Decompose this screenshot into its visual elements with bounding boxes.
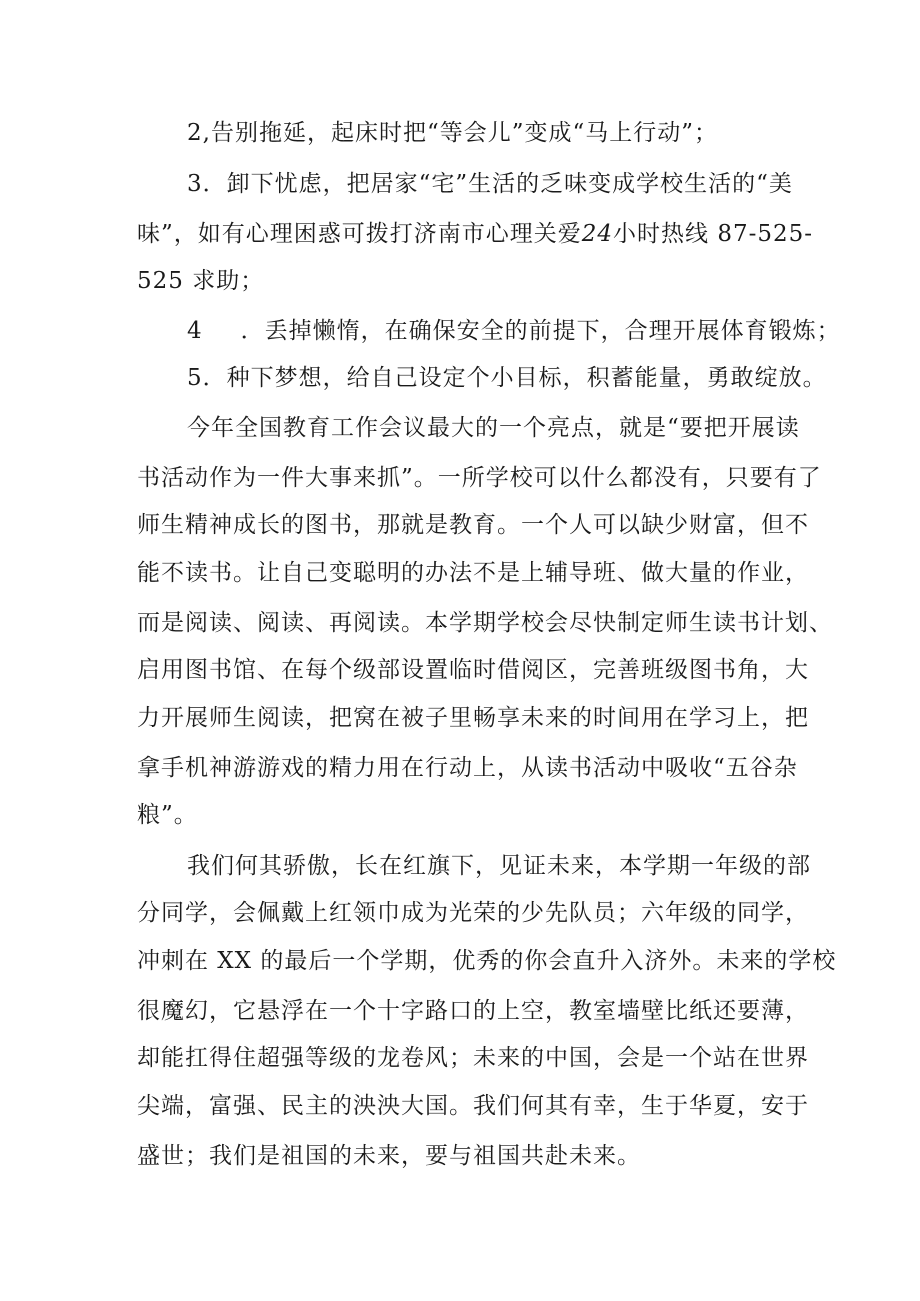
paragraph-reading-line: 拿手机神游游戏的精力用在行动上，从读书活动中吸收“五谷杂 [137,755,798,781]
paragraph-reading-line: 书活动作为一件大事来抓”。一所学校可以什么都没有，只要有了 [137,465,822,491]
paragraph-reading-line: 能不读书。让自己变聪明的办法不是上辅导班、做大量的作业， [137,560,809,586]
paragraph-future-line: 尖端，富强、民主的泱泱大国。我们何其有幸，生于华夏，安于 [137,1093,809,1119]
paragraph-future-line: 却能扛得住超强等级的龙卷风；未来的中国，会是一个站在世界 [137,1045,809,1071]
list-item-4 [187,316,841,346]
list-item-3-hours: 24 [581,221,614,247]
paragraph-future-line: 我们何其骄傲，长在红旗下，见证未来，本学期一年级的部 [187,853,811,879]
paragraph-future-line: 盛世；我们是祖国的未来，要与祖国共赴未来。 [137,1143,641,1169]
paragraph-future-line: 很魔幻，它悬浮在一个十字路口的上空，教室墙壁比纸还要薄， [137,998,809,1024]
paragraph-reading-line: 师生精神成长的图书，那就是教育。一个人可以缺少财富，但不 [137,512,809,538]
paragraph-future-line: 冲刺在 XX 的最后一个学期，优秀的你会直升入济外。未来的学校 [137,948,837,974]
list-item-4-text: ．丢掉懒惰，在确保安全的前提下，合理开展体育锻炼； [240,318,841,344]
list-item-2: 2,告别拖延，起床时把“等会儿”变成“马上行动”； [187,120,718,146]
paragraph-reading-line: 启用图书馆、在每个级部设置临时借阅区，完善班级图书角，大 [137,657,809,683]
paragraph-reading-line: 力开展师生阅读，把窝在被子里畅享未来的时间用在学习上，把 [137,705,809,731]
list-item-3-line-3: 525 求助； [137,268,265,294]
list-item-3-text-a: 味”，如有心理困惑可拨打济南市心理关爱 [137,221,582,247]
list-item-3-text-b: 小时热线 87-525- [613,221,814,247]
paragraph-reading-line: 粮”。 [137,802,198,828]
paragraph-reading-line: 今年全国教育工作会议最大的一个亮点，就是“要把开展读 [187,415,800,441]
paragraph-reading-line: 而是阅读、阅读、再阅读。本学期学校会尽快制定师生读书计划、 [137,610,833,636]
list-item-4-number: 4 [187,318,203,344]
list-item-3-line-1: 3．卸下忧虑，把居家“宅”生活的乏味变成学校生活的“美 [187,171,793,197]
list-item-5: 5．种下梦想，给自己设定个小目标，积蓄能量，勇敢绽放。 [187,365,827,391]
paragraph-future-line: 分同学，会佩戴上红领巾成为光荣的少先队员；六年级的同学， [137,900,809,926]
list-item-3-line-2 [137,219,813,249]
